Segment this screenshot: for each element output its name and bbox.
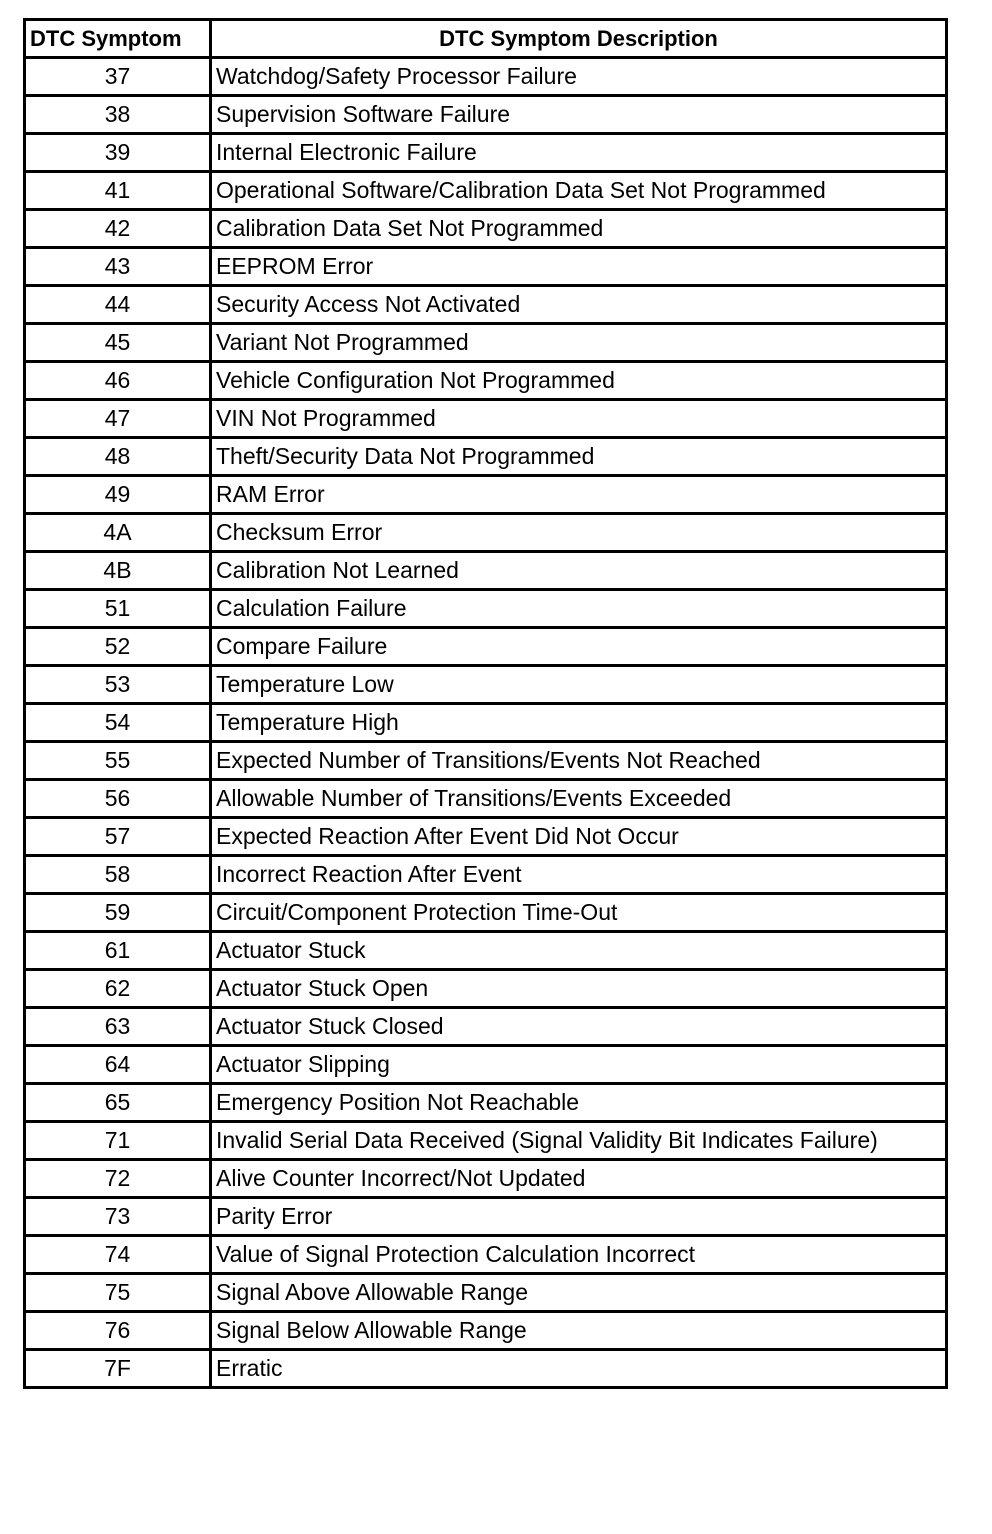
dtc-code-cell: 41 [25,172,211,210]
dtc-code-cell: 65 [25,1084,211,1122]
dtc-description-cell: Compare Failure [211,628,947,666]
table-row [25,96,947,134]
dtc-code-cell: 57 [25,818,211,856]
table-row [25,438,947,476]
table-row [25,970,947,1008]
table-row [25,1084,947,1122]
dtc-description-cell: Watchdog/Safety Processor Failure [211,58,947,96]
dtc-code-cell: 73 [25,1198,211,1236]
dtc-description-cell: Calculation Failure [211,590,947,628]
dtc-description-cell: Circuit/Component Protection Time-Out [211,894,947,932]
dtc-code-cell: 72 [25,1160,211,1198]
dtc-description-cell: Vehicle Configuration Not Programmed [211,362,947,400]
dtc-description-cell: Value of Signal Protection Calculation Incorrect [211,1236,947,1274]
dtc-code-cell: 39 [25,134,211,172]
table-row [25,1350,947,1388]
dtc-code-cell: 53 [25,666,211,704]
dtc-code-cell: 4B [25,552,211,590]
table-row [25,894,947,932]
dtc-description-cell: Signal Below Allowable Range [211,1312,947,1350]
table-row [25,1236,947,1274]
dtc-description-cell: Temperature High [211,704,947,742]
dtc-code-cell: 63 [25,1008,211,1046]
dtc-description-cell: Actuator Stuck Open [211,970,947,1008]
dtc-description-cell: Allowable Number of Transitions/Events Exceeded [211,780,947,818]
dtc-description-cell: Internal Electronic Failure [211,134,947,172]
dtc-description-cell: Signal Above Allowable Range [211,1274,947,1312]
dtc-code-cell: 38 [25,96,211,134]
dtc-description-cell: Expected Number of Transitions/Events Not Reached [211,742,947,780]
dtc-description-cell: Alive Counter Incorrect/Not Updated [211,1160,947,1198]
table-row [25,666,947,704]
table-row [25,1160,947,1198]
table-body [25,58,947,1388]
table-row [25,210,947,248]
dtc-description-cell: Operational Software/Calibration Data Set Not Programmed [211,172,947,210]
table-row [25,856,947,894]
dtc-description-cell: Theft/Security Data Not Programmed [211,438,947,476]
dtc-code-cell: 4A [25,514,211,552]
table-row [25,590,947,628]
table-row [25,1274,947,1312]
table-row [25,780,947,818]
dtc-description-cell: EEPROM Error [211,248,947,286]
table-row [25,58,947,96]
dtc-code-cell: 58 [25,856,211,894]
dtc-code-cell: 62 [25,970,211,1008]
table-row [25,134,947,172]
table-row [25,742,947,780]
dtc-description-cell: Emergency Position Not Reachable [211,1084,947,1122]
table-row [25,1198,947,1236]
table-row [25,552,947,590]
dtc-code-cell: 52 [25,628,211,666]
dtc-description-cell: Actuator Slipping [211,1046,947,1084]
dtc-description-cell: Actuator Stuck Closed [211,1008,947,1046]
dtc-symptom-table [23,18,948,1389]
dtc-code-cell: 42 [25,210,211,248]
dtc-code-cell: 64 [25,1046,211,1084]
dtc-description-cell: Temperature Low [211,666,947,704]
dtc-description-cell: Erratic [211,1350,947,1388]
dtc-code-cell: 55 [25,742,211,780]
table-row [25,1122,947,1160]
table-row [25,172,947,210]
table-row [25,514,947,552]
table-row [25,248,947,286]
header-dtc-symptom-description: DTC Symptom Description [211,20,947,58]
dtc-code-cell: 54 [25,704,211,742]
table-row [25,476,947,514]
table-row [25,1312,947,1350]
table-row [25,400,947,438]
dtc-description-cell: Invalid Serial Data Received (Signal Validity Bit Indicates Failure) [211,1122,947,1160]
table-row [25,818,947,856]
table-row [25,1008,947,1046]
dtc-code-cell: 45 [25,324,211,362]
dtc-code-cell: 71 [25,1122,211,1160]
dtc-code-cell: 56 [25,780,211,818]
header-dtc-symptom: DTC Symptom [25,20,211,58]
dtc-description-cell: Incorrect Reaction After Event [211,856,947,894]
dtc-description-cell: Parity Error [211,1198,947,1236]
dtc-description-cell: Calibration Not Learned [211,552,947,590]
dtc-description-cell: VIN Not Programmed [211,400,947,438]
dtc-code-cell: 51 [25,590,211,628]
table-row [25,286,947,324]
table-row [25,1046,947,1084]
dtc-description-cell: Security Access Not Activated [211,286,947,324]
table-row [25,324,947,362]
table-row [25,704,947,742]
dtc-description-cell: Actuator Stuck [211,932,947,970]
dtc-code-cell: 59 [25,894,211,932]
dtc-code-cell: 49 [25,476,211,514]
dtc-code-cell: 48 [25,438,211,476]
dtc-description-cell: Calibration Data Set Not Programmed [211,210,947,248]
dtc-code-cell: 46 [25,362,211,400]
table-row [25,362,947,400]
dtc-code-cell: 44 [25,286,211,324]
dtc-description-cell: Checksum Error [211,514,947,552]
dtc-code-cell: 76 [25,1312,211,1350]
dtc-code-cell: 47 [25,400,211,438]
dtc-description-cell: Variant Not Programmed [211,324,947,362]
dtc-code-cell: 74 [25,1236,211,1274]
table-row [25,932,947,970]
dtc-description-cell: Expected Reaction After Event Did Not Occur [211,818,947,856]
dtc-code-cell: 61 [25,932,211,970]
dtc-code-cell: 43 [25,248,211,286]
table-row [25,628,947,666]
dtc-code-cell: 37 [25,58,211,96]
dtc-code-cell: 75 [25,1274,211,1312]
dtc-description-cell: Supervision Software Failure [211,96,947,134]
dtc-code-cell: 7F [25,1350,211,1388]
dtc-description-cell: RAM Error [211,476,947,514]
table-header-row [25,20,947,58]
